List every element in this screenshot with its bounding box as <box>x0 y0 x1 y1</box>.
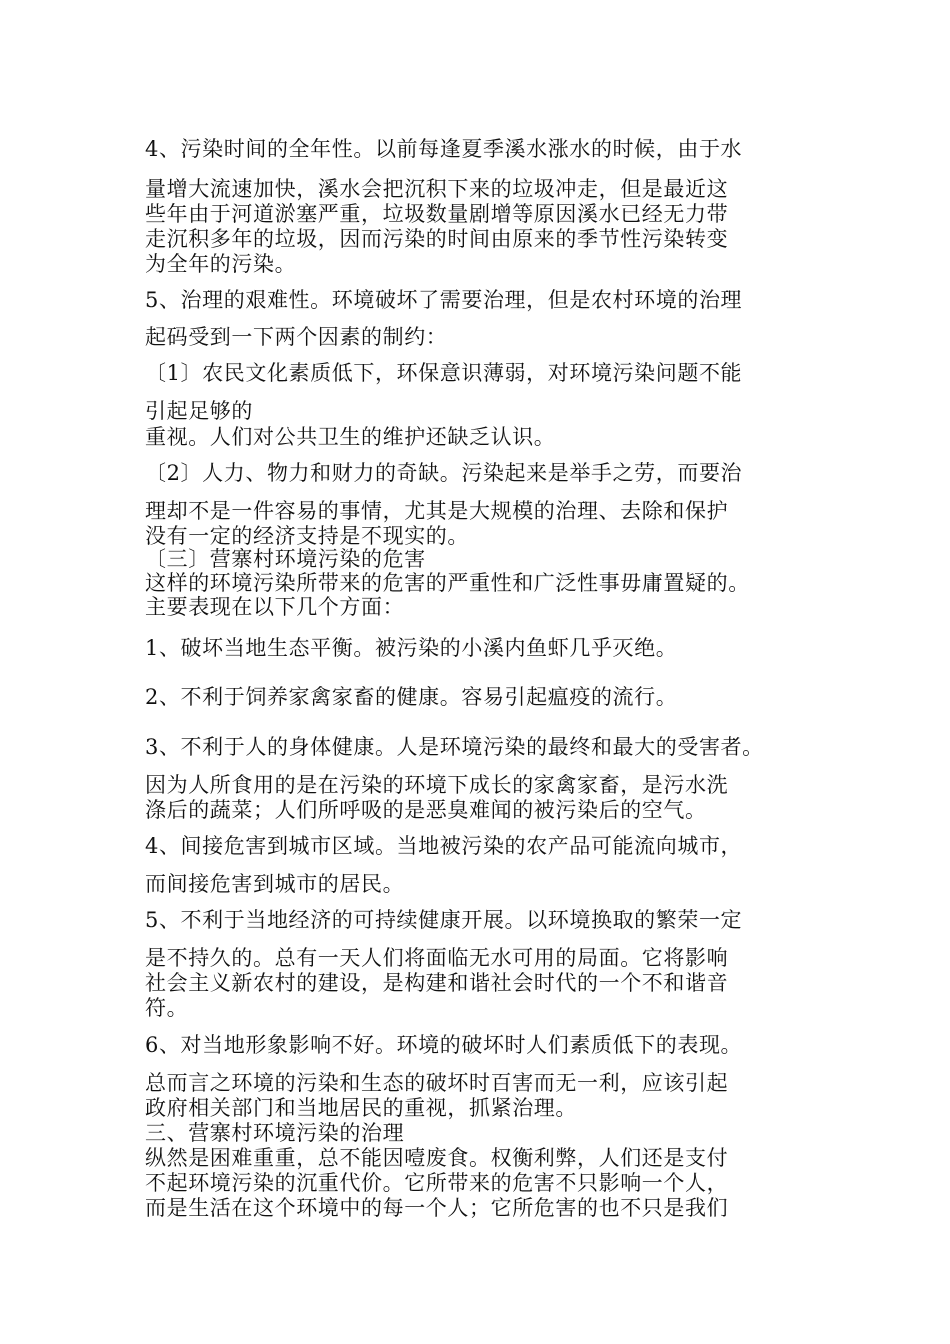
text-line: 主要表现在以下几个方面： <box>145 595 405 619</box>
text-line: 这样的环境污染所带来的危害的严重性和广泛性事毋庸置疑的。 <box>145 571 750 595</box>
text-line: 1、破坏当地生态平衡。被污染的小溪内鱼虾几乎灭绝。 <box>145 636 678 660</box>
text-line: 4、间接危害到城市区域。当地被污染的农产品可能流向城市， <box>145 834 743 858</box>
text-line: 没有一定的经济支持是不现实的。 <box>145 524 469 548</box>
text-line: 政府相关部门和当地居民的重视，抓紧治理。 <box>145 1096 577 1120</box>
text-line: 不起环境污染的沉重代价。它所带来的危害不只影响一个人， <box>145 1171 729 1195</box>
text-line: 5、不利于当地经济的可持续健康开展。以环境换取的繁荣一定 <box>145 908 743 932</box>
text-line: 而间接危害到城市的居民。 <box>145 872 405 896</box>
text-line: 因为人所食用的是在污染的环境下成长的家禽家畜，是污水洗 <box>145 773 729 797</box>
section-heading: 三、营寨村环境污染的治理 <box>145 1121 405 1145</box>
text-line: 〔1〕农民文化素质低下，环保意识薄弱，对环境污染问题不能 <box>145 361 743 385</box>
section-heading: 〔三〕营寨村环境污染的危害 <box>145 547 426 571</box>
text-line: 起码受到一下两个因素的制约： <box>145 325 448 349</box>
text-line: 3、不利于人的身体健康。人是环境污染的最终和最大的受害者。 <box>145 735 764 759</box>
text-line: 引起足够的 <box>145 399 253 423</box>
text-line: 纵然是困难重重，总不能因噎废食。权衡利弊，人们还是支付 <box>145 1146 729 1170</box>
text-line: 涤后的蔬菜；人们所呼吸的是恶臭难闻的被污染后的空气。 <box>145 798 707 822</box>
text-line: 〔2〕人力、物力和财力的奇缺。污染起来是举手之劳，而要治 <box>145 461 743 485</box>
text-line: 重视。人们对公共卫生的维护还缺乏认识。 <box>145 425 556 449</box>
text-line: 2、不利于饲养家禽家畜的健康。容易引起瘟疫的流行。 <box>145 685 678 709</box>
text-line: 5、治理的艰难性。环境破坏了需要治理，但是农村环境的治理 <box>145 288 743 312</box>
text-line: 些年由于河道淤塞严重，垃圾数量剧增等原因溪水已经无力带 <box>145 202 729 226</box>
text-line: 6、对当地形象影响不好。环境的破坏时人们素质低下的表现。 <box>145 1033 743 1057</box>
text-line: 量增大流速加快，溪水会把沉积下来的垃圾冲走，但是最近这 <box>145 177 729 201</box>
text-line: 4、污染时间的全年性。以前每逢夏季溪水涨水的时候，由于水 <box>145 137 743 161</box>
text-line: 理却不是一件容易的事情，尤其是大规模的治理、去除和保护 <box>145 499 729 523</box>
text-line: 走沉积多年的垃圾，因而污染的时间由原来的季节性污染转变 <box>145 227 729 251</box>
text-line: 而是生活在这个环境中的每一个人；它所危害的也不只是我们 <box>145 1196 729 1220</box>
text-line: 总而言之环境的污染和生态的破坏时百害而无一利，应该引起 <box>145 1071 729 1095</box>
text-line: 为全年的污染。 <box>145 252 297 276</box>
text-line: 符。 <box>145 996 189 1020</box>
text-line: 社会主义新农村的建设，是构建和谐社会时代的一个不和谐音 <box>145 971 729 995</box>
text-line: 是不持久的。总有一天人们将面临无水可用的局面。它将影响 <box>145 946 729 970</box>
